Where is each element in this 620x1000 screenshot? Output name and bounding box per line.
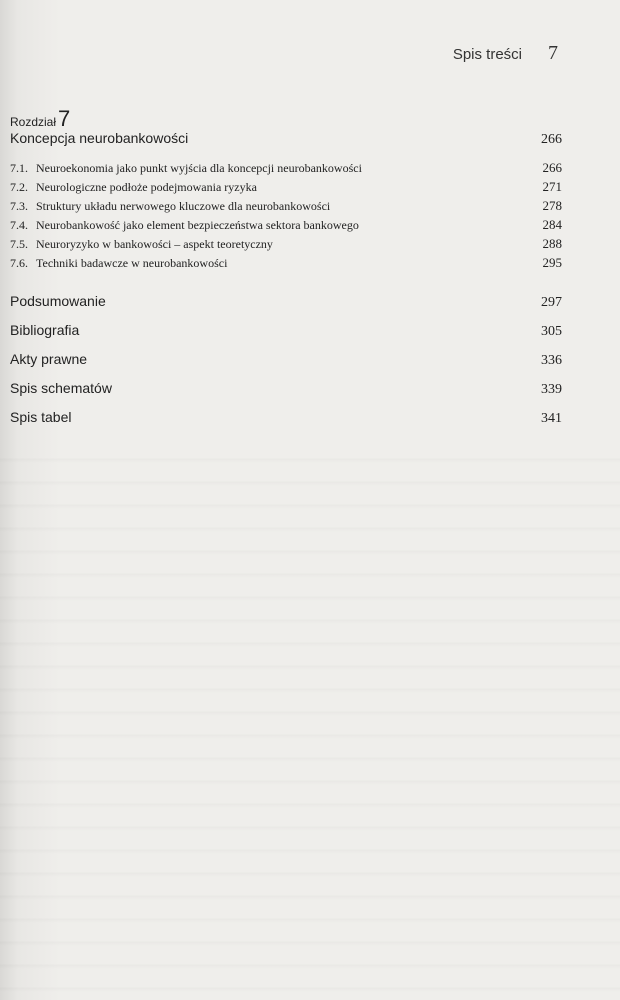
section-page: 271: [542, 179, 562, 194]
toc-end-row: [10, 409, 562, 427]
bleed-through-texture: [0, 440, 620, 1000]
section-number: 7.6.: [10, 256, 28, 270]
chapter-title-row: [10, 130, 562, 148]
end-title: Akty prawne: [10, 351, 88, 367]
section-title: Neurobankowość jako element bezpieczeństwa sektora bankowego: [36, 218, 359, 232]
toc-end-row: [10, 293, 562, 311]
section-number: 7.5.: [10, 237, 28, 251]
section-number: 7.1.: [10, 161, 28, 175]
section-title: Struktury układu nerwowego kluczowe dla neurobankowości: [36, 199, 331, 213]
section-title: Neuroekonomia jako punkt wyjścia dla koncepcji neurobankowości: [36, 161, 362, 175]
end-title: Podsumowanie: [10, 293, 106, 309]
end-title: Spis tabel: [10, 409, 72, 425]
end-title: Bibliografia: [10, 322, 80, 338]
section-page: 266: [542, 160, 562, 175]
section-page: 278: [542, 198, 562, 213]
section-number: 7.4.: [10, 218, 28, 232]
section-number: 7.3.: [10, 199, 28, 213]
toc-end-row: [10, 322, 562, 340]
page-number: 7: [548, 42, 558, 64]
chapter-title: Koncepcja neurobankowości: [10, 130, 189, 146]
section-title: Neuroryzyko w bankowości – aspekt teoretyczny: [36, 237, 273, 251]
end-page: 297: [541, 295, 562, 310]
section-number: 7.2.: [10, 180, 28, 194]
end-title: Spis schematów: [10, 380, 112, 396]
toc-section-row: [10, 160, 562, 176]
section-page: 288: [542, 236, 562, 251]
end-page: 339: [541, 382, 562, 397]
toc-section-row: [10, 179, 562, 195]
toc-end-row: [10, 380, 562, 398]
running-head-title: Spis treści: [452, 46, 522, 63]
section-page: 295: [542, 255, 562, 270]
section-title: Techniki badawcze w neurobankowości: [36, 256, 228, 270]
section-title: Neurologiczne podłoże podejmowania ryzyka: [36, 180, 257, 194]
chapter-page: 266: [541, 132, 562, 147]
running-head: [453, 42, 558, 65]
toc-section-row: [10, 255, 562, 271]
toc-section-row: [10, 217, 562, 233]
chapter-label: [10, 106, 70, 132]
end-page: 336: [541, 353, 562, 368]
chapter-label-text: Rozdział: [10, 115, 57, 129]
chapter-number: 7: [58, 106, 71, 131]
section-page: 284: [542, 217, 562, 232]
toc-section-row: [10, 236, 562, 252]
end-page: 305: [541, 324, 562, 339]
end-page: 341: [541, 411, 562, 426]
toc-section-row: [10, 198, 562, 214]
toc-end-row: [10, 351, 562, 369]
